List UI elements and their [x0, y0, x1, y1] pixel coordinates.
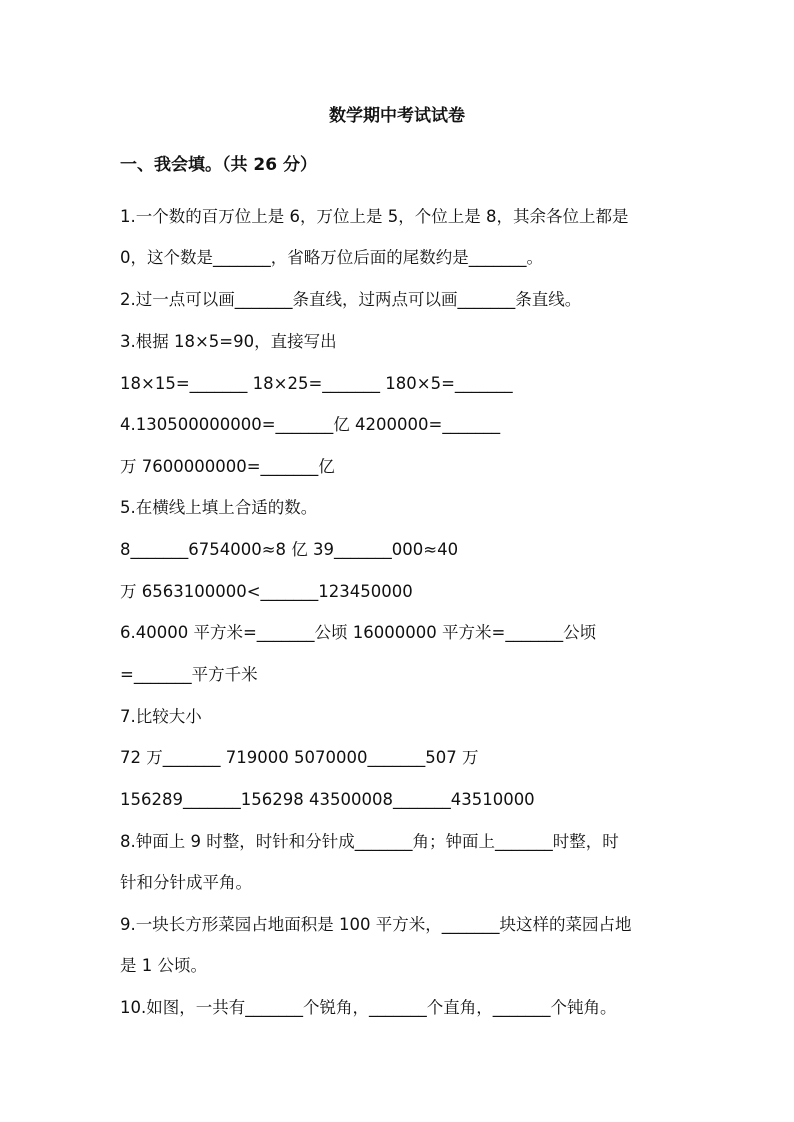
question-5-line-2: 8_______6754000≈8 亿 39_______000≈40: [120, 540, 459, 559]
question-5-line-1: 5.在横线上填上合适的数。: [120, 498, 318, 517]
question-7-line-3: 156289_______156298 43500008_______43510000: [120, 790, 535, 809]
question-5-line-3: 万 6563100000<_______123450000: [120, 582, 413, 601]
page-title: 数学期中考试试卷: [329, 106, 465, 126]
question-8-line-1: 8.钟面上 9 时整，时针和分针成_______角；钟面上_______时整，时: [120, 832, 619, 851]
question-9-line-1: 9.一块长方形菜园占地面积是 100 平方米，_______块这样的菜园占地: [120, 915, 632, 934]
question-4-line-2: 万 7600000000=_______亿: [120, 457, 335, 476]
question-1-line-2: 0，这个数是_______，省略万位后面的尾数约是_______。: [120, 248, 543, 267]
question-7-line-1: 7.比较大小: [120, 707, 202, 726]
section-heading: 一、我会填。（共 26 分）: [120, 155, 317, 175]
question-10-line: 10.如图，一共有_______个锐角，_______个直角，_______个钝角。: [120, 998, 617, 1017]
question-8-line-2: 针和分针成平角。: [120, 873, 252, 892]
question-9-line-2: 是 1 公顷。: [120, 956, 207, 975]
question-3-line-1: 3.根据 18×5=90，直接写出: [120, 332, 337, 351]
question-1-line-1: 1.一个数的百万位上是 6，万位上是 5，个位上是 8，其余各位上都是: [120, 207, 629, 226]
question-7-line-2: 72 万_______ 719000 5070000_______507 万: [120, 748, 479, 767]
question-4-line-1: 4.130500000000=_______亿 4200000=_______: [120, 415, 501, 434]
question-6-line-1: 6.40000 平方米=_______公顷 16000000 平方米=_______公顷: [120, 623, 597, 642]
question-2-line: 2.过一点可以画_______条直线，过两点可以画_______条直线。: [120, 290, 582, 309]
question-6-line-2: =_______平方千米: [120, 665, 258, 684]
question-3-line-2: 18×15=_______ 18×25=_______ 180×5=_______: [120, 374, 513, 393]
